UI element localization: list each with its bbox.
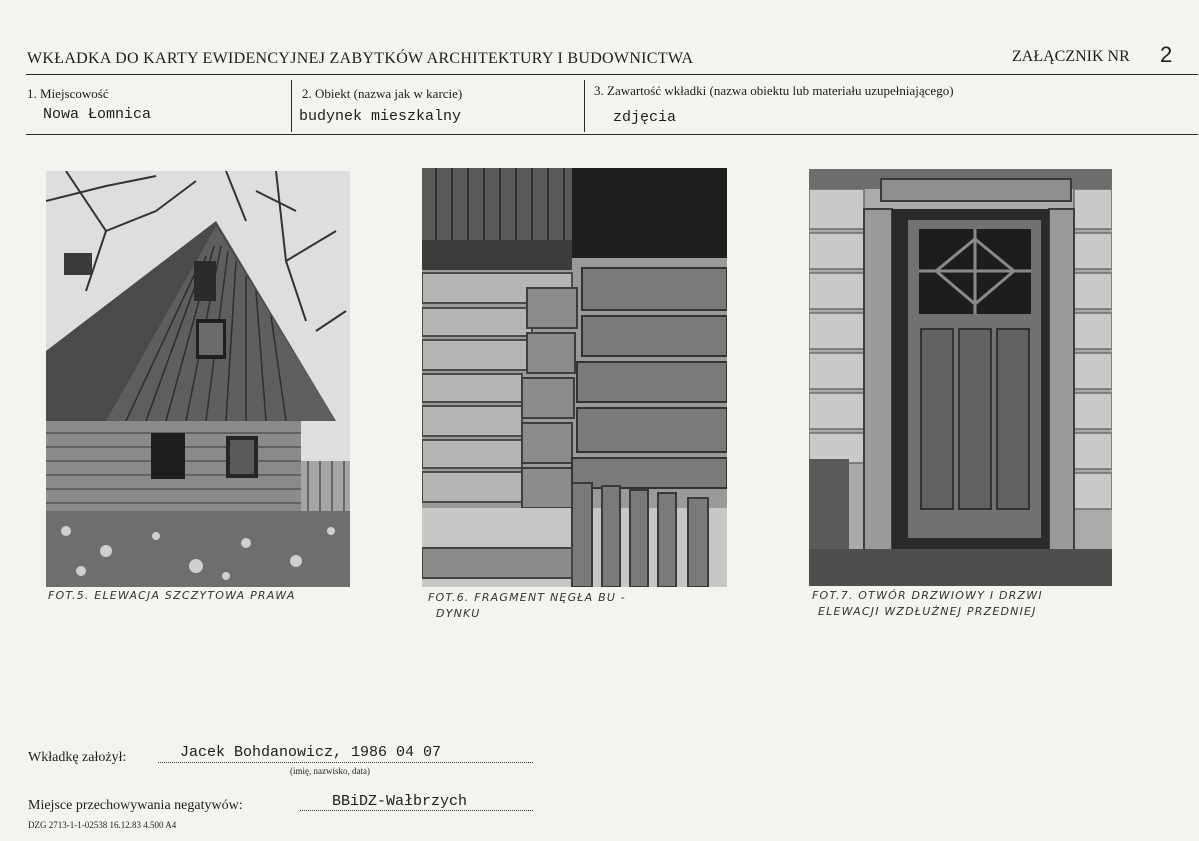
place-label: 1. Miejscowość: [27, 86, 109, 101]
author-value: Jacek Bohdanowicz, 1986 04 07: [180, 744, 442, 761]
header-rule-top: [26, 74, 1198, 75]
photo-caption-5: FOT.5. ELEWACJA SZCZYTOWA PRAWA: [48, 589, 296, 602]
object-value: budynek mieszkalny: [299, 108, 462, 125]
attachment-number: 2: [1160, 42, 1173, 67]
content-label: 3. Zawartość wkładki (nazwa obiektu lub materiału uzupełniającego): [594, 83, 954, 98]
field-divider-2: [584, 80, 585, 132]
storage-dotted-line: [300, 810, 533, 811]
place-value: Nowa Łomnica: [43, 106, 152, 123]
photo-door-opening: [809, 169, 1112, 586]
photo-caption-7-line2: ELEWACJI WZDŁUŻNEJ PRZEDNIEJ: [818, 605, 1037, 618]
photo-caption-6-line2: DYNKU: [436, 607, 481, 620]
object-label: 2. Obiekt (nazwa jak w karcie): [302, 86, 463, 101]
photo-caption-7-line1: FOT.7. OTWÓR DRZWIOWY I DRZWI: [812, 589, 1043, 602]
storage-value: BBiDZ-Wałbrzych: [332, 793, 468, 810]
author-dotted-line: [158, 762, 533, 763]
storage-label: Miejsce przechowywania negatywów:: [28, 798, 243, 813]
photo-corner-fragment: [422, 168, 727, 587]
photo-gable-elevation: [46, 171, 350, 587]
author-hint: (imię, nazwisko, data): [290, 766, 370, 776]
photo-caption-6-line1: FOT.6. FRAGMENT NĘGŁA BU -: [428, 591, 626, 604]
attachment-label: ZAŁĄCZNIK NR: [1012, 48, 1130, 65]
content-value: zdjęcia: [613, 109, 677, 126]
author-label: Wkładkę założył:: [28, 750, 127, 765]
print-code: DZG 2713-1-1-02538 16.12.83 4.500 A4: [28, 820, 177, 830]
field-divider-1: [291, 80, 292, 132]
form-title: WKŁADKA DO KARTY EWIDENCYJNEJ ZABYTKÓW ARCHITEKTURY I BUDOWNICTWA: [27, 50, 694, 67]
header-rule-bottom: [26, 134, 1198, 135]
